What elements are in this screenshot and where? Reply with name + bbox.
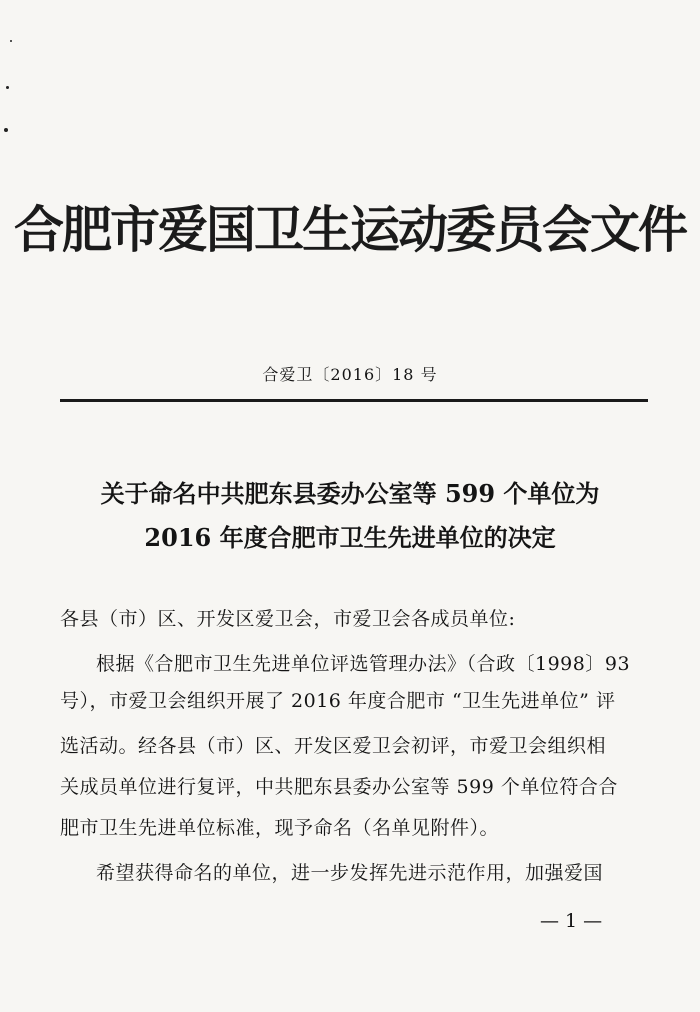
page-number: — 1 — <box>540 910 603 932</box>
document-title-line-2: 2016 年度合肥市卫生先进单位的决定 <box>144 523 556 552</box>
body-line: 关成员单位进行复评，中共肥东县委办公室等 599 个单位符合合 <box>60 776 618 798</box>
document-title-line-1: 关于命名中共肥东县委办公室等 599 个单位为 <box>100 479 600 508</box>
scan-speck <box>6 86 9 89</box>
body-line: 肥市卫生先进单位标准，现予命名（名单见附件）。 <box>60 817 500 839</box>
addressee-line: 各县（市）区、开发区爱卫会，市爱卫会各成员单位: <box>60 608 516 630</box>
scan-speck <box>4 128 8 132</box>
body-line: 号），市爱卫会组织开展了 2016 年度合肥市 “卫生先进单位” 评 <box>60 690 616 712</box>
body-line: 希望获得命名的单位，进一步发挥先进示范作用，加强爱国 <box>96 862 604 884</box>
document-number: 合爱卫〔2016〕18 号 <box>262 365 438 384</box>
header-divider <box>60 399 648 402</box>
scan-speck <box>10 40 12 42</box>
body-line: 选活动。经各县（市）区、开发区爱卫会初评，市爱卫会组织相 <box>60 735 607 757</box>
body-line: 根据《合肥市卫生先进单位评选管理办法》（合政〔1998〕93 <box>96 653 631 675</box>
masthead-title: 合肥市爱国卫生运动委员会文件 <box>14 201 686 259</box>
